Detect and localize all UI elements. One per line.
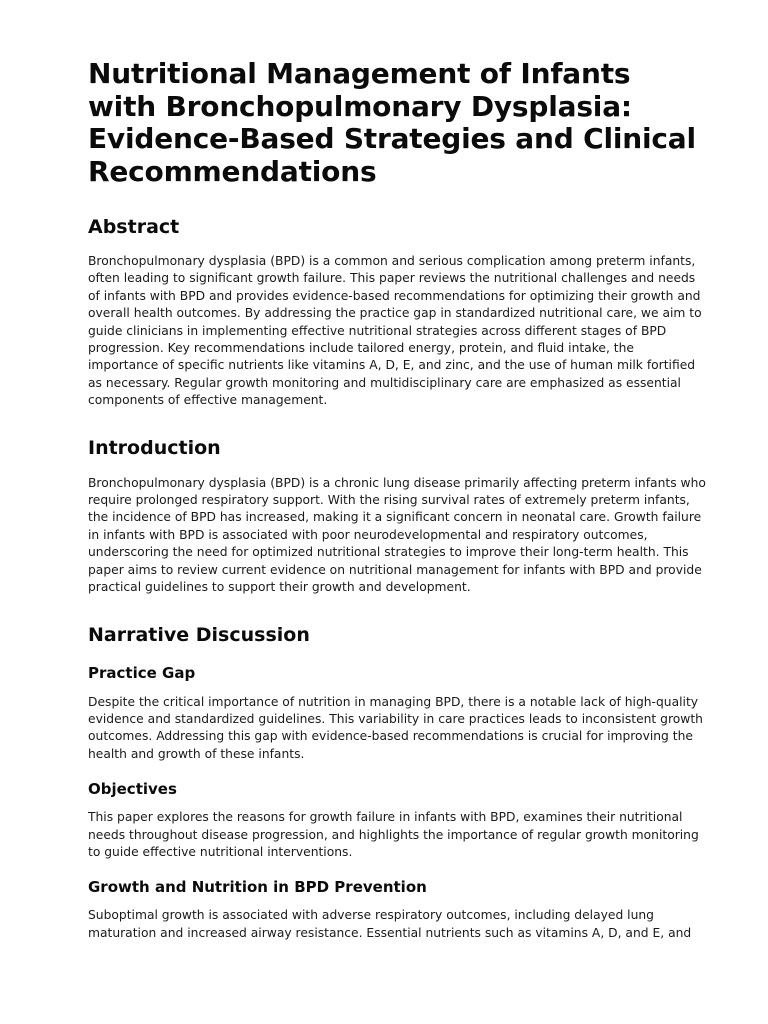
- introduction-text: Bronchopulmonary dysplasia (BPD) is a chronic lung disease primarily affecting preterm infants who require prolonged respiratory support. With the rising survival rates of extremely preterm infants, the incidence of BPD has increased, making it a significant concern in neonatal care. Growth failure in infants with BPD is associated with poor neurodevelopmental and respiratory outcomes, underscoring the need for optimized nutritional strategies to improve their long-term health. This paper aims to review current evidence on nutritional management for infants with BPD and provide practical guidelines to support their growth and development.: [88, 475, 706, 595]
- practice-gap-text: Despite the critical importance of nutrition in managing BPD, there is a notable lack of high-quality evidence and standardized guidelines. This variability in care practices leads to inconsistent growth outcomes. Addressing this gap with evidence-based recommendations is crucial for improving the health and growth of these infants.: [88, 694, 703, 761]
- practice-gap-heading: Practice Gap: [88, 663, 196, 682]
- objectives-heading: Objectives: [88, 780, 177, 799]
- growth-nutrition-heading: Growth and Nutrition in BPD Prevention: [88, 878, 427, 897]
- abstract-heading: Abstract: [88, 216, 180, 238]
- narrative-discussion-heading: Narrative Discussion: [88, 623, 310, 646]
- growth-nutrition-text: Suboptimal growth is associated with adverse respiratory outcomes, including delayed lung maturation and increased airway resistance. Essential nutrients such as vitamins A, D, and E, and: [88, 908, 692, 940]
- introduction-heading: Introduction: [88, 436, 221, 459]
- abstract-text: Bronchopulmonary dysplasia (BPD) is a common and serious complication among preterm infants, often leading to significant growth failure. This paper reviews the nutritional challenges and needs of infants with BPD and provides evidence-based recommendations for optimizing their growth and overall health outcomes. By addressing the practice gap in standardized nutritional care, we aim to guide clinicians in implementing effective nutritional strategies across different stages of BPD progression. Key recommendations include tailored energy, protein, and fluid intake, the importance of specific nutrients like vitamins A, D, E, and zinc, and the use of human milk fortified as necessary. Regular growth monitoring and multidisciplinary care are emphasized as essential components of effective management.: [88, 254, 702, 408]
- paper-title: Nutritional Management of Infants with Bronchopulmonary Dysplasia: Evidence-Based Strategies and Clinical Recommendations: [88, 57, 696, 188]
- paper-page: [88, 58, 706, 942]
- objectives-text: This paper explores the reasons for growth failure in infants with BPD, examines their nutritional needs throughout disease progression, and highlights the importance of regular growth monitoring to guide effective nutritional interventions.: [88, 810, 699, 859]
